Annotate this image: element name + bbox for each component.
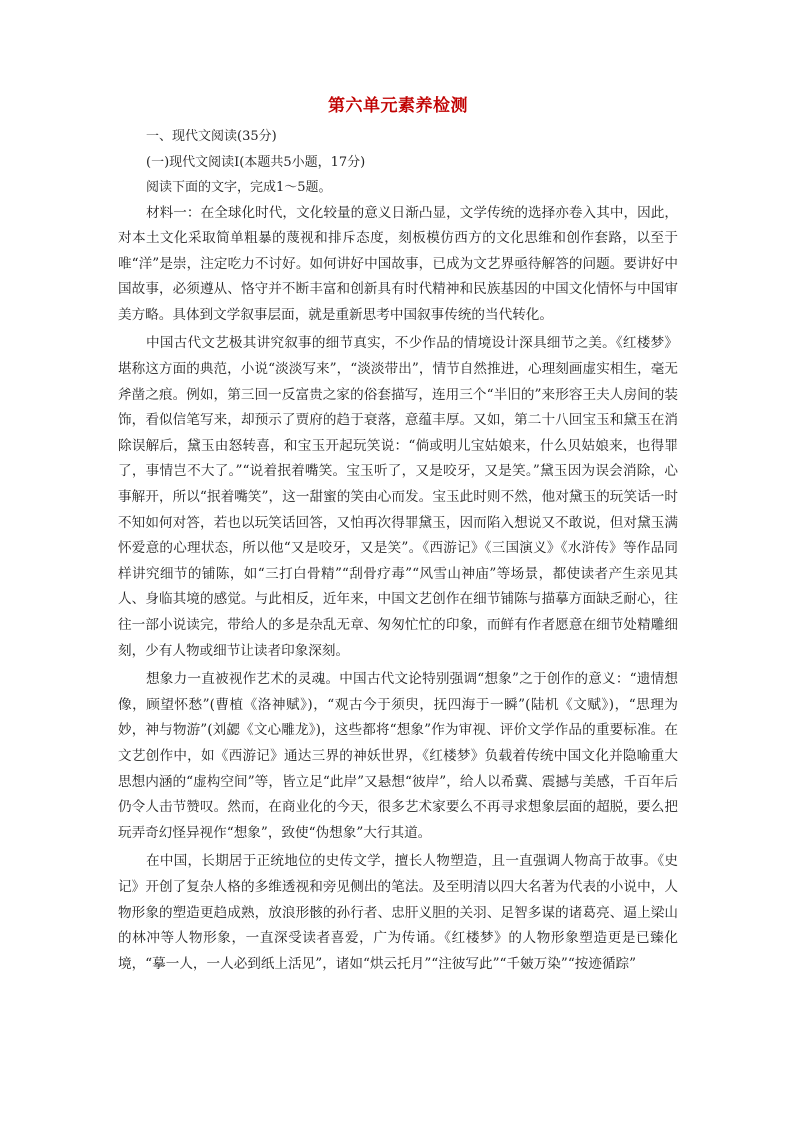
paragraph: 在中国，长期居于正统地位的史传文学，擅长人物塑造，且一直强调人物高于故事。《史记》开创了复杂人格的多维透视和旁见侧出的笔法。及至明清以四大名著为代表的小说中，人物形象的塑造更趋成熟，放浪形骸的孙行者、忠肝义胆的关羽、足智多谋的诸葛亮、逼上梁山的林冲等人物形象，一直深受读者喜爱，广为传诵。《红楼梦》的人物形象塑造更是已臻化境，“摹一人，一人必到纸上活见”，诸如“烘云托月”“注彼写此”“千皴万染”“按迹循踪”	[118, 853, 678, 972]
subsection-heading: (一)现代文阅读Ⅰ(本题共5小题，17分)	[146, 154, 366, 170]
section-heading: 一、现代文阅读(35分)	[146, 129, 277, 144]
paragraph: 材料一：在全球化时代，文化较量的意义日渐凸显，文学传统的选择亦卷入其中，因此，对本土文化采取简单粗暴的蔑视和排斥态度，刻板模仿西方的文化思维和创作套路，以至于唯“洋”是崇，注定吃力不讨好。如何讲好中国故事，已成为文艺界亟待解答的问题。要讲好中国故事，必须遵从、恪守并不断丰富和创新具有时代精神和民族基因的中国文化情怀与中国审美方略。具体到文学叙事层面，就是重新思考中国叙事传统的当代转化。	[118, 204, 678, 323]
document-page	[118, 94, 678, 980]
paragraph: 中国古代文艺极其讲究叙事的细节真实，不少作品的情境设计深具细节之美。《红楼梦》堪称这方面的典范，小说“淡淡写来”，“淡淡带出”，情节自然推进，心理刻画虚实相生，毫无斧凿之痕。例如，第三回一反富贵之家的俗套描写，连用三个“半旧的”来形容王夫人房间的装饰，看似信笔写来，却预示了贾府的趋于衰落，意蕴丰厚。又如，第二十八回宝玉和黛玉在消除误解后，黛玉由怒转喜，和宝玉开起玩笑说：“倘或明儿宝姑娘来，什么贝姑娘来，也得罪了，事情岂不大了。”“说着抿着嘴笑。宝玉听了，又是咬牙，又是笑。”黛玉因为误会消除，心事解开，所以“抿着嘴笑”，这一甜蜜的笑由心而发。宝玉此时则不然，他对黛玉的玩笑话一时不知如何对答，若也以玩笑话回答，又怕再次得罪黛玉，因而陷入想说又不敢说，但对黛玉满怀爱意的心理状态，所以他“又是咬牙，又是笑”。《西游记》《三国演义》《水浒传》等作品同样讲究细节的铺陈，如“三打白骨精”“刮骨疗毒”“风雪山神庙”等场景，都使读者产生亲见其人、身临其境的感觉。与此相反，近年来，中国文艺创作在细节铺陈与描摹方面缺乏耐心，往往一部小说读完，带给人的多是杂乱无章、匆匆忙忙的印象，而鲜有作者愿意在细节处精雕细刻，少有人物或细节让读者印象深刻。	[118, 335, 678, 659]
document-title: 第六单元素养检测	[328, 96, 468, 116]
paragraph: 想象力一直被视作艺术的灵魂。中国古代文论特别强调“想象”之于创作的意义：“遗情想像，顾望怀愁”(曹植《洛神赋》)，“观古今于须臾，抚四海于一瞬”(陆机《文赋》)，“思理为妙，神与物游”(刘勰《文心雕龙》)，这些都将“想象”作为审视、评价文学作品的重要标准。在文艺创作中，如《西游记》通达三界的神妖世界，《红楼梦》负载着传统中国文化并隐喻重大思想内涵的“虚构空间”等，皆立足“此岸”又悬想“彼岸”，给人以希冀、震撼与美感，千百年后仍令人击节赞叹。然而，在商业化的今天，很多艺术家要么不再寻求想象层面的超脱，要么把玩弄奇幻怪异视作“想象”，致使“伪想象”大行其道。	[118, 671, 678, 841]
instruction-text: 阅读下面的文字，完成1～5题。	[146, 180, 332, 195]
